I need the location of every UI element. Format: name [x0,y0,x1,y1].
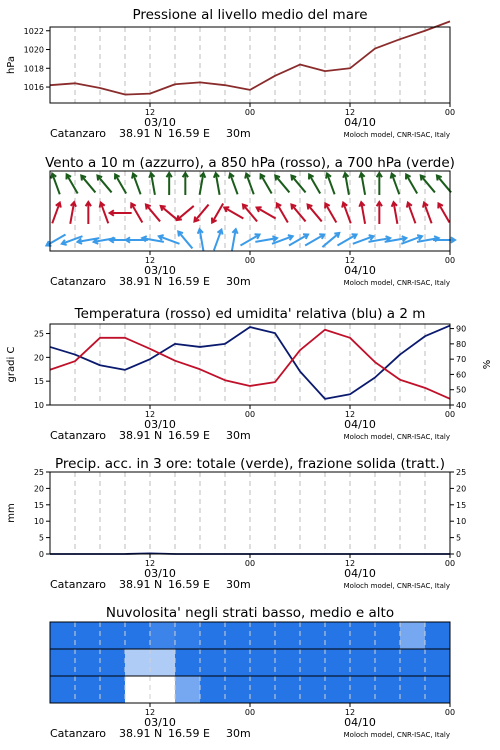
cloud-cell [75,622,100,649]
date-label: 04/10 [344,567,376,580]
cloud-cell [325,649,350,676]
wind-arrow-850-hPa [277,203,288,222]
x-tick-label: 12 [344,559,356,568]
cloud-cell [325,676,350,703]
panel-title: Nuvolosita' negli strati basso, medio e alto [105,605,395,621]
wind-arrow-700-hPa [291,176,305,193]
date-label: 03/10 [144,264,176,277]
wind-shaft [81,176,95,193]
y-tick-label: 1020 [23,45,44,55]
x-tick-label: 12 [144,559,156,568]
wind-arrow-700-hPa [51,174,60,195]
panel-2 [45,155,455,288]
wind-shaft [178,232,192,249]
y-tick-label: 1018 [23,64,44,74]
x-tick-label: 12 [144,708,156,717]
x-tick-label: 12 [344,108,356,117]
y-tick-label: 0 [38,550,44,559]
cloud-cell [150,649,175,676]
wind-shaft [146,205,160,222]
cloud-cell [75,676,100,703]
wind-shaft [177,206,194,220]
date-label: 04/10 [344,418,376,431]
cloud-cell [400,649,425,676]
wind-arrow-850-hPa [146,205,160,222]
wind-arrow-700-hPa [326,174,335,195]
location-alt: 30m [226,429,251,442]
cloud-cell [275,676,300,703]
panel-1 [6,7,455,140]
location-lon: 16.59 E [168,127,210,140]
panel-5 [50,605,455,740]
cloud-cell [125,676,150,703]
wind-arrow-850-hPa [407,203,416,224]
wind-arrow-10-m [232,229,238,251]
wind-arrow-700-hPa [214,173,220,195]
cloud-cell [425,649,450,676]
cloud-cell [250,649,275,676]
x-tick-label: 00 [444,256,456,265]
wind-arrow-10-m [214,230,223,251]
cloud-cell [225,622,250,649]
wind-arrow-700-hPa [309,174,320,193]
location-lat: 38.91 N [119,727,163,740]
wind-arrow-10-m [178,232,192,249]
cloud-cell [300,676,325,703]
location-lat: 38.91 N [119,429,163,442]
cloud-cell [400,622,425,649]
wind-arrow-850-hPa [86,202,91,224]
y-tick-label: 70 [456,355,467,365]
wind-arrow-700-hPa [166,173,171,195]
cloud-cell [250,622,275,649]
cloud-cell [275,622,300,649]
wind-arrow-700-hPa [81,176,95,193]
wind-shaft [325,203,336,222]
cloud-cell [200,676,225,703]
location-lon: 16.59 E [168,429,210,442]
location-name: Catanzaro [50,727,106,740]
wind-arrow-700-hPa [183,173,188,195]
date-label: 04/10 [344,116,376,129]
wind-shaft [194,205,208,222]
y-axis-label-right: % [482,359,493,370]
credit-text: Moloch model, CNR-ISAC, Italy [343,433,450,441]
wind-arrow-850-hPa [194,205,208,222]
cloud-cell [100,622,125,649]
x-tick-label: 00 [244,559,256,568]
date-label: 04/10 [344,264,376,277]
x-tick-label: 12 [144,256,156,265]
panel-4 [6,456,466,591]
wind-shaft [212,203,223,222]
y-tick-label: 40 [456,401,467,410]
wind-arrow-700-hPa [229,174,238,195]
wind-arrow-700-hPa [245,174,254,195]
wind-shaft [224,208,243,219]
wind-shaft [291,176,305,193]
y-tick-label: 0 [456,550,462,559]
location-lat: 38.91 N [119,127,163,140]
wind-arrow-700-hPa [421,176,435,193]
location-lon: 16.59 E [168,275,210,288]
x-tick-label: 12 [144,108,156,117]
location-lat: 38.91 N [119,578,163,591]
wind-shaft [406,174,417,193]
y-tick-label: 5 [38,533,44,543]
wind-arrow-850-hPa [52,203,61,224]
wind-arrow-850-hPa [110,210,132,215]
x-tick-label: 12 [344,256,356,265]
credit-text: Moloch model, CNR-ISAC, Italy [343,582,450,590]
wind-arrow-700-hPa [275,176,289,193]
cloud-cell [200,649,225,676]
cloud-cell [150,622,175,649]
location-alt: 30m [226,578,251,591]
wind-shaft [67,174,78,193]
wind-shaft [261,174,272,193]
wind-arrow-850-hPa [392,202,398,224]
cloud-cell [175,676,200,703]
panel-title: Precip. acc. in 3 ore: totale (verde), frazione solida (tratt.) [55,456,445,472]
cloud-cell [350,622,375,649]
wind-shaft [421,176,435,193]
wind-arrow-850-hPa [423,203,432,224]
wind-arrow-10-m [198,229,204,251]
wind-arrow-850-hPa [359,202,365,224]
x-tick-label: 00 [244,410,256,419]
wind-shaft [439,203,450,222]
y-tick-label: 20 [456,484,467,494]
cloud-cell [50,676,75,703]
location-name: Catanzaro [50,578,106,591]
cloud-cell [225,649,250,676]
wind-arrow-850-hPa [224,207,243,218]
x-tick-label: 00 [244,108,256,117]
wind-arrow-700-hPa [66,174,77,193]
wind-arrow-850-hPa [308,205,322,222]
wind-arrow-700-hPa [115,174,126,193]
wind-arrow-700-hPa [132,174,141,195]
cloud-cell [100,676,125,703]
wind-arrow-850-hPa [257,207,276,218]
y-tick-label: 25 [33,468,44,477]
wind-shaft [437,176,451,193]
cloud-cell [325,622,350,649]
cloud-cell [375,676,400,703]
y-axis-label: hPa [6,55,17,75]
location-name: Catanzaro [50,429,106,442]
cloud-cell [425,676,450,703]
cloud-cell [75,649,100,676]
wind-arrow-700-hPa [377,173,382,195]
x-tick-label: 00 [444,708,456,717]
x-tick-label: 00 [444,108,456,117]
wind-arrow-700-hPa [391,174,400,195]
credit-text: Moloch model, CNR-ISAC, Italy [343,279,450,287]
cloud-cell [150,676,175,703]
y-tick-label: 10 [456,517,467,527]
y-tick-label: 1016 [23,83,44,93]
cloud-cell [50,649,75,676]
wind-arrow-850-hPa [291,205,305,222]
panel-3 [6,306,493,442]
x-tick-label: 12 [344,708,356,717]
wind-shaft [257,208,276,219]
wind-shaft [309,174,320,193]
y-tick-label: 50 [456,385,467,395]
wind-arrow-700-hPa [406,174,417,193]
cloud-cell [350,649,375,676]
y-tick-label: 5 [456,533,462,543]
y-tick-label: 90 [456,324,467,334]
location-lon: 16.59 E [168,578,210,591]
cloud-cell [225,676,250,703]
y-tick-label: 15 [33,500,44,510]
wind-arrow-850-hPa [100,203,109,224]
wind-arrow-850-hPa [377,202,382,224]
cloud-cell [200,622,225,649]
wind-arrow-700-hPa [437,176,451,193]
panel-title: Temperatura (rosso) ed umidita' relativa (blu) a 2 m [74,306,426,322]
wind-arrow-850-hPa [438,203,449,222]
x-tick-label: 00 [444,559,456,568]
cloud-cell [275,649,300,676]
credit-text: Moloch model, CNR-ISAC, Italy [343,131,450,139]
wind-shaft [308,205,322,222]
y-tick-label: 15 [456,500,467,510]
wind-arrow-850-hPa [342,203,351,224]
date-label: 04/10 [344,716,376,729]
panel-title: Vento a 10 m (azzurro), a 850 hPa (rosso), a 700 hPa (verde) [45,155,455,171]
wind-arrow-850-hPa [177,206,194,220]
cloud-cell [300,622,325,649]
wind-arrow-850-hPa [325,203,336,222]
cloud-cell [125,622,150,649]
date-label: 03/10 [144,567,176,580]
cloud-cell [250,676,275,703]
y-tick-label: 10 [33,401,44,410]
y-tick-label: 20 [33,353,44,363]
date-label: 03/10 [144,418,176,431]
cloud-cell [300,649,325,676]
wind-shaft [131,203,142,222]
wind-shaft [291,205,305,222]
x-tick-label: 12 [344,410,356,419]
panel-title: Pressione al livello medio del mare [132,7,368,23]
location-alt: 30m [226,727,251,740]
y-tick-label: 80 [456,339,467,349]
location-alt: 30m [226,275,251,288]
y-tick-label: 25 [33,329,44,339]
y-tick-label: 20 [33,484,44,494]
x-tick-label: 12 [144,410,156,419]
cloud-cell [50,622,75,649]
credit-text: Moloch model, CNR-ISAC, Italy [343,731,450,739]
y-axis-label: mm [6,503,17,523]
cloud-cell [400,676,425,703]
wind-shaft [277,203,288,222]
date-label: 03/10 [144,716,176,729]
y-axis-label: gradi C [6,346,17,383]
cloud-cell [125,649,150,676]
cloud-cell [375,649,400,676]
cloud-cell [175,622,200,649]
location-name: Catanzaro [50,127,106,140]
y-tick-label: 1022 [23,26,44,36]
date-label: 03/10 [144,116,176,129]
x-tick-label: 00 [244,708,256,717]
cloud-cell [350,676,375,703]
y-tick-label: 60 [456,370,467,380]
cloud-cell [175,649,200,676]
y-tick-label: 25 [456,468,467,477]
x-tick-label: 00 [444,410,456,419]
wind-arrow-850-hPa [131,203,142,222]
wind-arrow-700-hPa [260,174,271,193]
x-tick-label: 00 [244,256,256,265]
location-alt: 30m [226,127,251,140]
cloud-cell [100,649,125,676]
wind-arrow-700-hPa [359,173,365,195]
y-tick-label: 15 [33,377,44,387]
location-name: Catanzaro [50,275,106,288]
y-tick-label: 10 [33,517,44,527]
location-lon: 16.59 E [168,727,210,740]
wind-shaft [275,176,289,193]
wind-arrow-850-hPa [212,203,223,222]
location-lat: 38.91 N [119,275,163,288]
cloud-cell [425,622,450,649]
cloud-cell [375,622,400,649]
wind-arrow-700-hPa [343,173,349,195]
